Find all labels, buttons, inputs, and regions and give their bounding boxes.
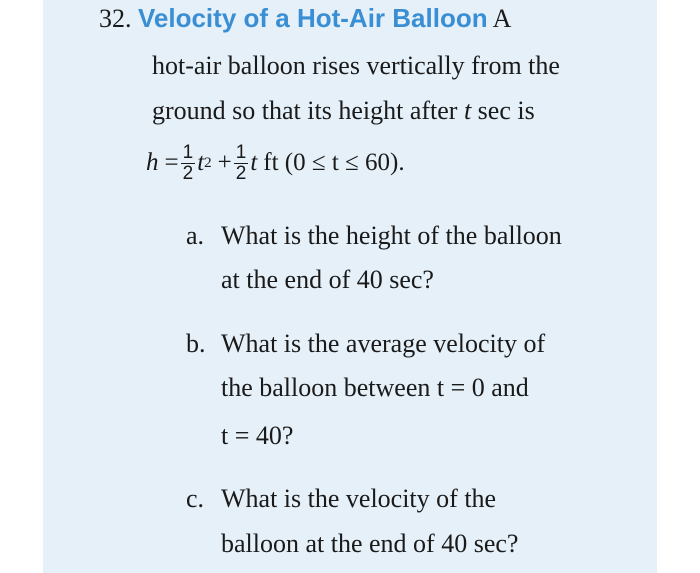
question-a-line-2: at the end of 40 sec? [221, 265, 434, 294]
question-label: c. [186, 484, 205, 513]
question-c: c. What is the velocity of the [186, 484, 497, 513]
question-a: a. What is the height of the balloon [186, 221, 562, 250]
fraction-one-half: $\frac{1}{2}$ [182, 141, 194, 184]
question-c-line-2: balloon at the end of 40 sec? [221, 529, 519, 558]
question-label: b. [186, 329, 206, 358]
question-label: a. [186, 221, 205, 250]
question-b: b. What is the average velocity of [186, 329, 546, 358]
problem-text-line-2: ground so that its height after t sec is [152, 96, 535, 125]
problem-header [99, 2, 511, 35]
problem-number: 32. [99, 4, 132, 33]
fraction-one-half: $\frac{1}{2}$ [235, 141, 247, 184]
problem-title: Velocity of a Hot-Air Balloon [138, 3, 488, 33]
height-formula: h = $\frac{1}{2}$ t 2 + $\frac{1}{2}$ t ft (0 ≤ t ≤ 60). [146, 141, 405, 184]
problem-text-line-1: hot-air balloon rises vertically from the [152, 51, 560, 80]
intro-word: A [492, 4, 512, 33]
question-b-line-2: the balloon between t = 0 and [221, 373, 529, 402]
question-b-line-3: t = 40? [221, 421, 294, 450]
